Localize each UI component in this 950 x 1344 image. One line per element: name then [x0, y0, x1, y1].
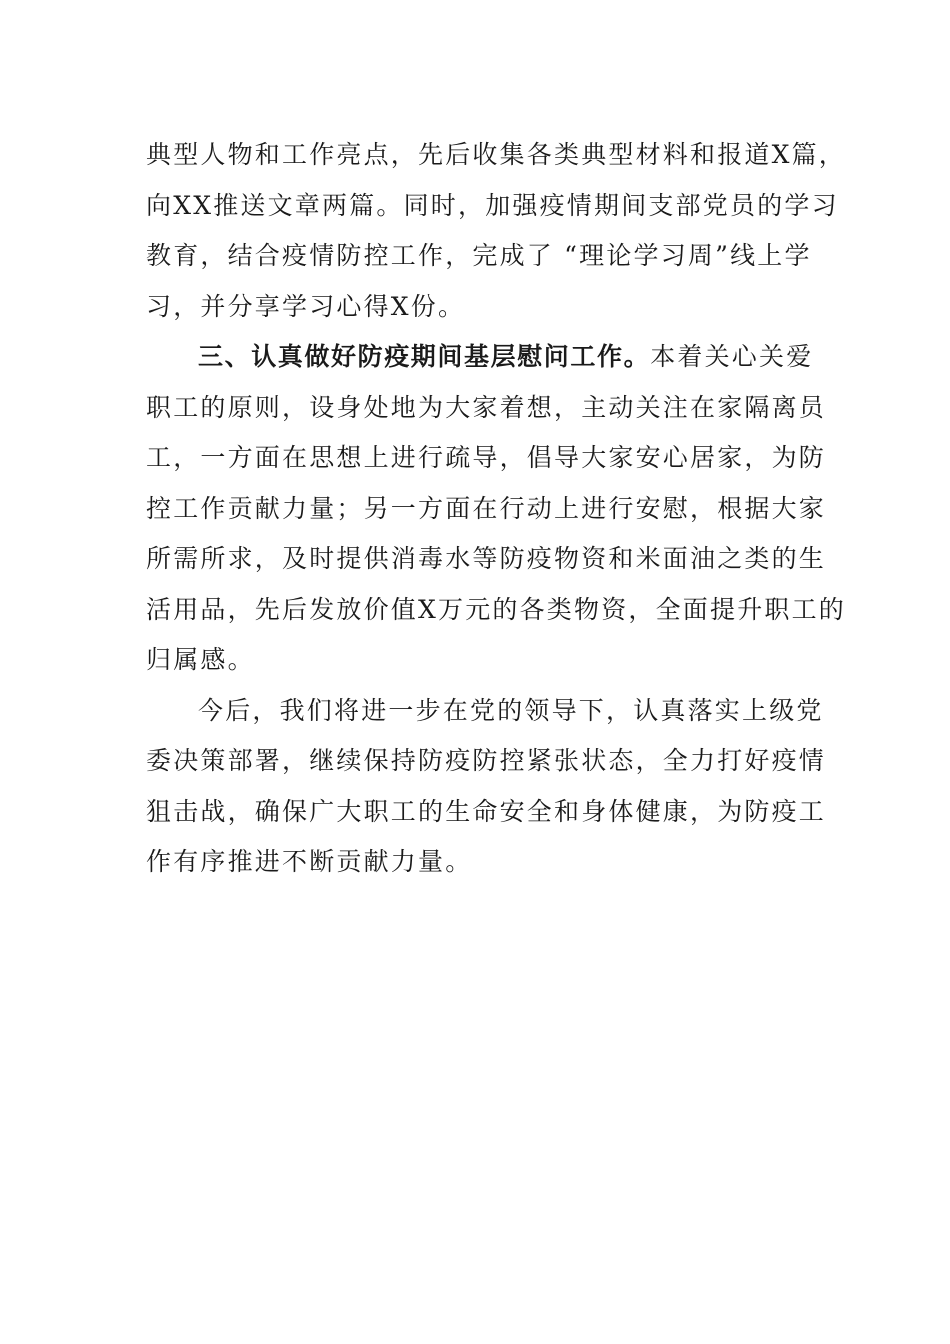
text-line: 教育，结合疫情防控工作，完成了 “理论学习周”线上学: [146, 241, 812, 270]
document-body: [146, 130, 847, 888]
text-line: 向XX推送文章两篇。同时，加强疫情期间支部党员的学习: [146, 190, 839, 220]
text-line: 习，并分享学习心得X份。: [146, 291, 466, 321]
text-span: 本着关心关爱: [650, 342, 814, 371]
text-line: 狙击战，确保广大职工的生命安全和身体健康，为防疫工: [146, 796, 827, 826]
paragraph-1: [146, 130, 847, 332]
paragraph-2: [146, 332, 847, 686]
text-line: 今后，我们将进一步在党的领导下，认真落实上级党: [198, 695, 824, 725]
paragraph-3: [146, 686, 827, 888]
text-line: 典型人物和工作亮点，先后收集各类典型材料和报道X篇，: [146, 140, 847, 169]
section-heading: 三、认真做好防疫期间基层慰问工作。: [198, 342, 651, 371]
text-line: 委决策部署，继续保持防疫防控紧张状态，全力打好疫情: [146, 746, 827, 775]
text-line-with-heading: [146, 332, 814, 383]
text-line: 活用品，先后发放价值X万元的各类物资，全面提升职工的: [146, 594, 847, 624]
text-line: 归属感。: [146, 645, 255, 674]
text-line: 职工的原则，设身处地为大家着想，主动关注在家隔离员: [146, 392, 827, 422]
text-line: 作有序推进不断贡献力量。: [146, 847, 473, 876]
text-line: 控工作贡献力量；另一方面在行动上进行安慰，根据大家: [146, 493, 827, 523]
text-line: 工，一方面在思想上进行疏导，倡导大家安心居家，为防: [146, 443, 827, 472]
text-line: 所需所求，及时提供消毒水等防疫物资和米面油之类的生: [146, 544, 827, 573]
